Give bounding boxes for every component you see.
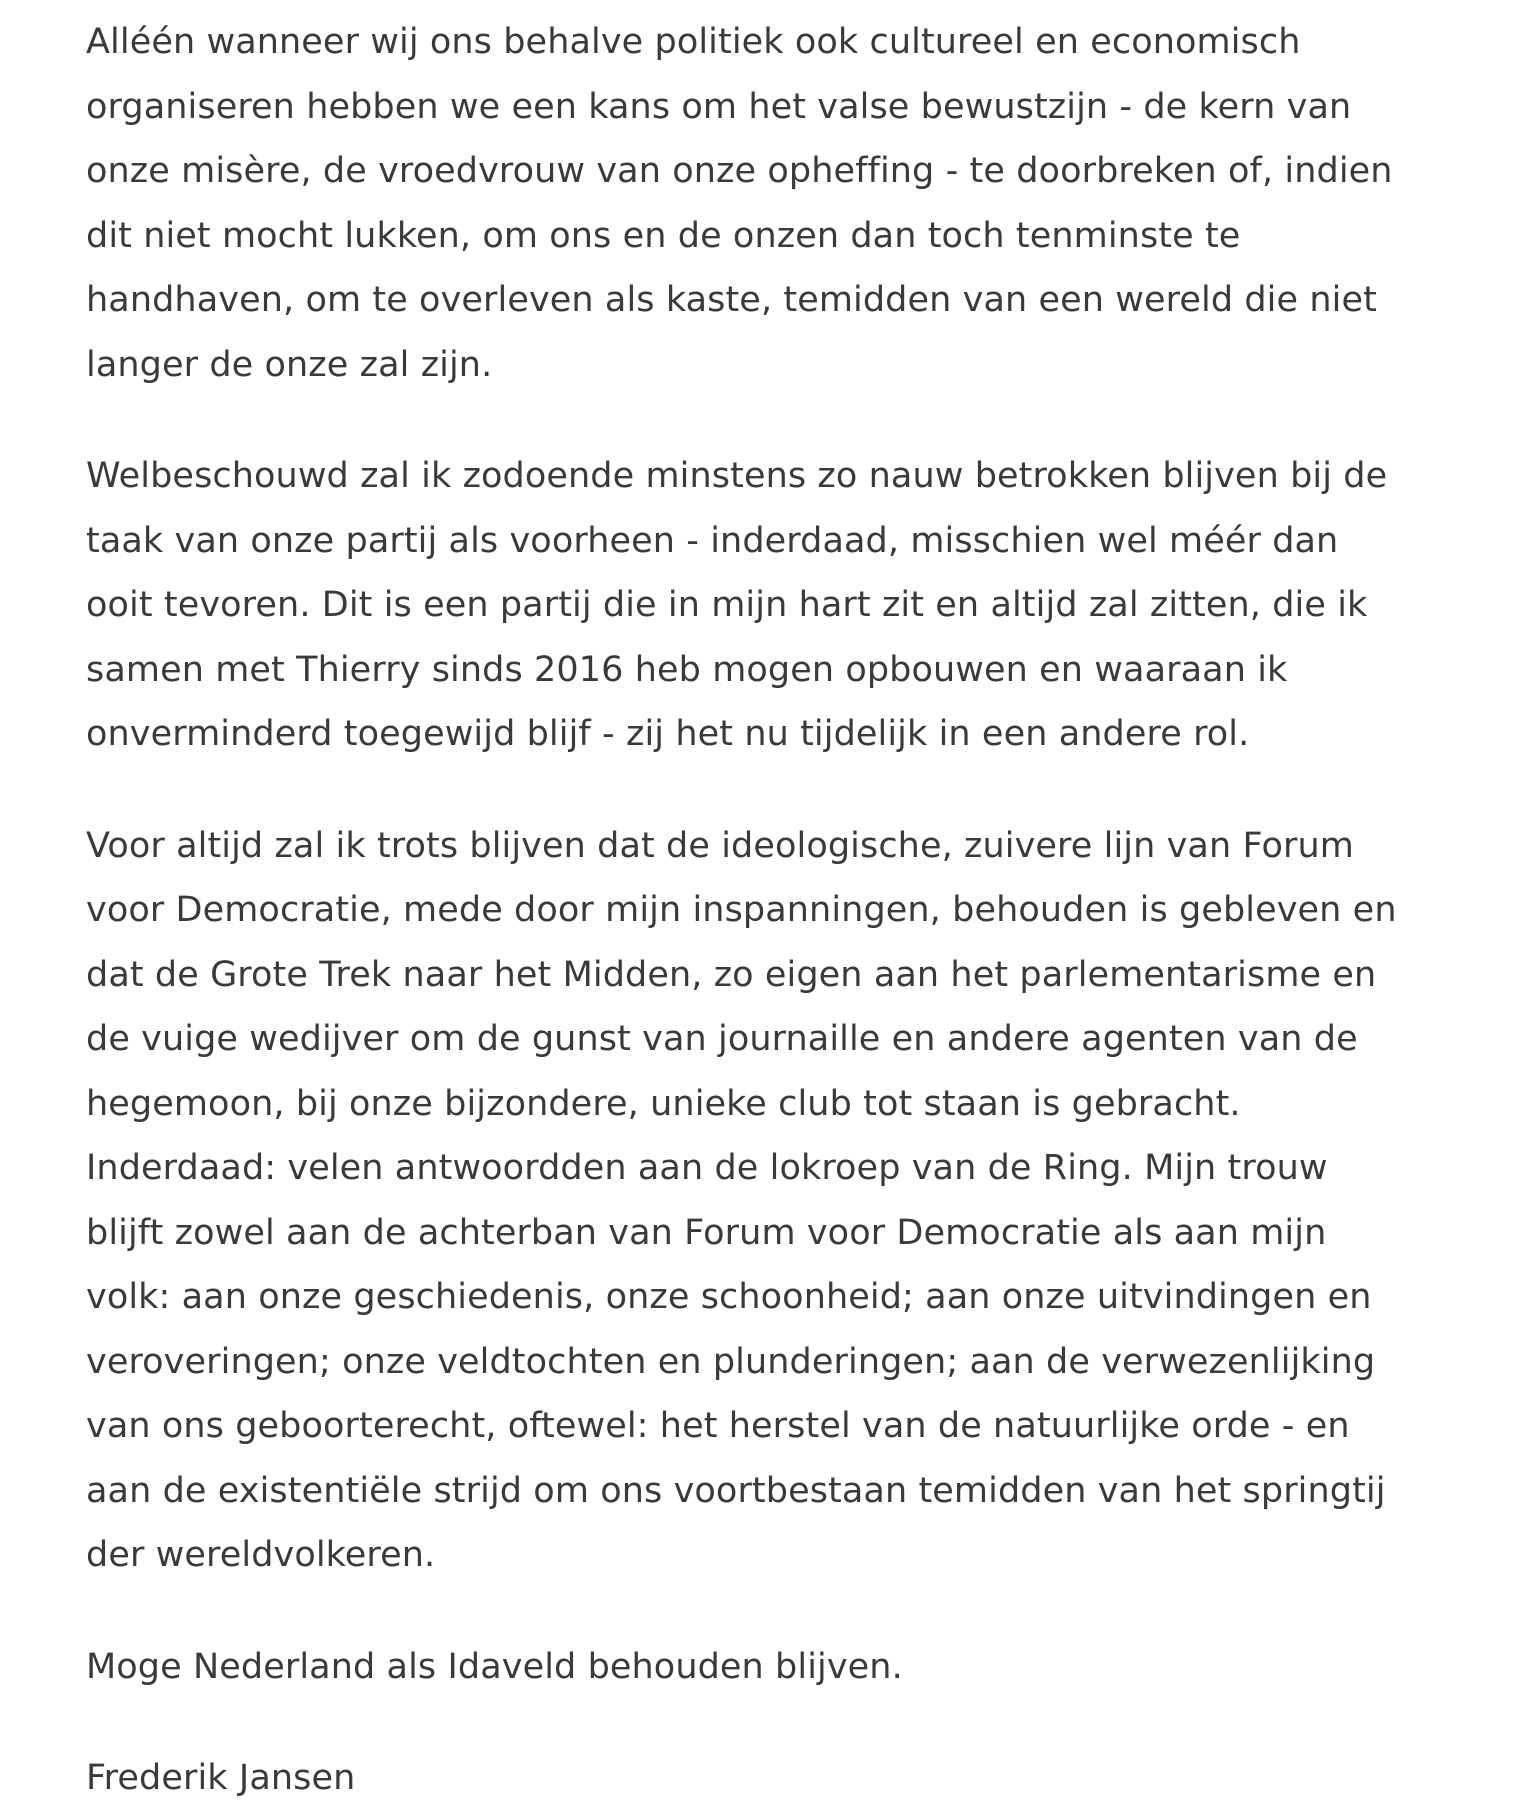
text-line: hegemoon, bij onze bijzondere, unieke club tot staan is gebracht. — [86, 1083, 1241, 1124]
text-line: Inderdaad: velen antwoordden aan de lokroep van de Ring. Mijn trouw — [86, 1148, 1328, 1188]
text-line: taak van onze partij als voorheen - inderdaad, misschien wel méér dan — [86, 520, 1339, 561]
text-line: van ons geboorterecht, oftewel: het herstel van de natuurlijke orde - en — [86, 1406, 1350, 1446]
article-body — [86, 10, 1506, 1811]
text-line: Moge Nederland als Idaveld behouden blijven. — [86, 1646, 903, 1687]
author-name: Frederik Jansen — [86, 1758, 356, 1798]
text-line: dit niet mocht lukken, om ons en de onzen dan toch tenminste te — [86, 215, 1241, 256]
text-line: der wereldvolkeren. — [86, 1535, 436, 1575]
text-line: Welbeschouwd zal ik zodoende minstens zo nauw betrokken blijven bij de — [86, 456, 1388, 496]
text-line: handhaven, om te overleven als kaste, temidden van een wereld die niet — [86, 280, 1377, 320]
signature — [86, 1746, 1506, 1811]
text-line: dat de Grote Trek naar het Midden, zo eigen aan het parlementarisme en — [86, 954, 1377, 995]
text-line: Alléén wanneer wij ons behalve politiek ook cultureel en economisch — [86, 22, 1301, 62]
text-line: aan de existentiële strijd om ons voortbestaan temidden van het springtij — [86, 1470, 1386, 1511]
paragraph-2 — [86, 444, 1506, 767]
text-line: onze misère, de vroedvrouw van onze opheffing - te doorbreken of, indien — [86, 151, 1393, 191]
text-line: blijft zowel aan de achterban van Forum voor Democratie als aan mijn — [86, 1212, 1327, 1253]
text-line: volk: aan onze geschiedenis, onze schoonheid; aan onze uitvindingen en — [86, 1277, 1372, 1317]
text-line: ooit tevoren. Dit is een partij die in mijn hart zit en altijd zal zitten, die ik — [86, 585, 1368, 625]
text-line: Voor altijd zal ik trots blijven dat de ideologische, zuivere lijn van Forum — [86, 825, 1354, 866]
text-line: veroveringen; onze veldtochten en plunderingen; aan de verwezenlijking — [86, 1341, 1376, 1382]
text-line: langer de onze zal zijn. — [86, 344, 493, 385]
text-line: organiseren hebben we een kans om het valse bewustzijn - de kern van — [86, 86, 1352, 127]
paragraph-1 — [86, 10, 1506, 397]
paragraph-4 — [86, 1635, 1506, 1700]
text-line: samen met Thierry sinds 2016 heb mogen opbouwen en waaraan ik — [86, 649, 1288, 690]
text-line: voor Democratie, mede door mijn inspanningen, behouden is gebleven en — [86, 890, 1397, 930]
paragraph-3 — [86, 814, 1506, 1588]
text-line: onverminderd toegewijd blijf - zij het nu tijdelijk in een andere rol. — [86, 714, 1250, 754]
text-line: de vuige wedijver om de gunst van journaille en andere agenten van de — [86, 1019, 1358, 1059]
